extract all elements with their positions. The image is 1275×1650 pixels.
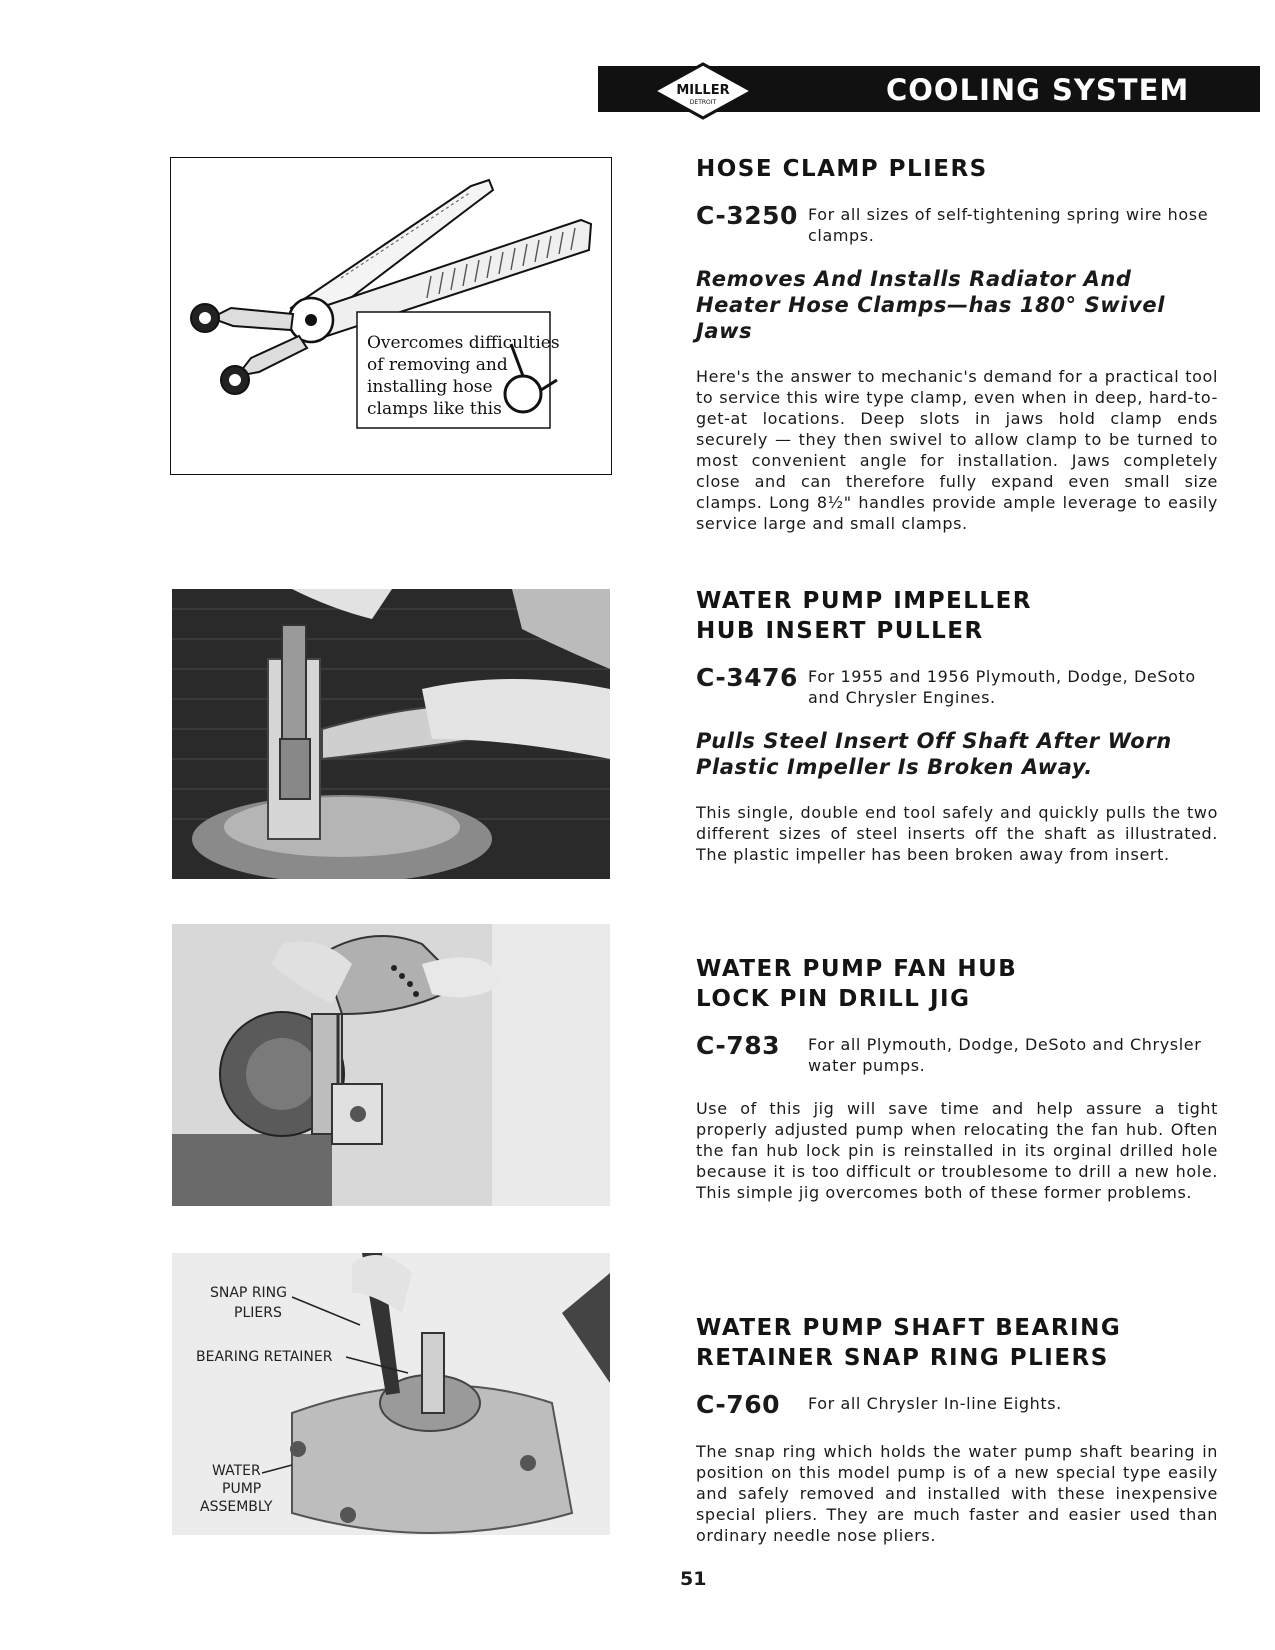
tagline: Pulls Steel Insert Off Shaft After Worn Plastic Impeller Is Broken Away. xyxy=(696,729,1172,779)
callout-line-4: clamps like this xyxy=(367,399,502,419)
callout-line-1: Overcomes difficulties xyxy=(367,333,560,353)
brand-city: DETROIT xyxy=(689,99,717,106)
section-drill-jig xyxy=(696,954,1218,1203)
section-heading xyxy=(696,1313,1218,1373)
label-water: WATER xyxy=(212,1463,261,1479)
label-pump: PUMP xyxy=(222,1481,262,1497)
section-title-line: WATER PUMP FAN HUB xyxy=(696,956,1018,982)
tagline: Removes And Installs Radiator And Heater Hose Clamps—has 180° Swivel Jaws xyxy=(696,267,1166,343)
label-assembly: ASSEMBLY xyxy=(200,1499,273,1515)
body-text: This single, double end tool safely and quickly pulls the two different sizes of steel inserts off the shaft as illustrated. The plastic impeller has been broken away from insert. xyxy=(696,803,1218,864)
label-bearing-retainer: BEARING RETAINER xyxy=(196,1349,333,1365)
section-heading xyxy=(696,586,1218,646)
label-pliers: PLIERS xyxy=(234,1305,282,1321)
section-title: COOLING SYSTEM xyxy=(886,73,1190,107)
part-description: For all Chrysler In-line Eights. xyxy=(808,1394,1062,1413)
part-description: For all sizes of self-tightening spring wire hose clamps. xyxy=(808,205,1209,245)
section-title-line: RETAINER SNAP RING PLIERS xyxy=(696,1345,1109,1371)
section-hose-clamp-pliers xyxy=(696,154,1218,534)
section-title-line: WATER PUMP IMPELLER xyxy=(696,588,1033,614)
section-impeller-hub-puller xyxy=(696,586,1218,865)
section-title-line: HOSE CLAMP PLIERS xyxy=(696,156,988,182)
callout-line-2: of removing and xyxy=(367,355,508,375)
section-snap-ring-pliers xyxy=(696,1313,1218,1546)
miller-logo xyxy=(612,58,794,124)
photo-impeller-puller xyxy=(172,589,610,879)
part-description: For all Plymouth, Dodge, DeSoto and Chrysler water pumps. xyxy=(808,1035,1202,1075)
section-heading xyxy=(696,154,1218,184)
callout-line-3: installing hose xyxy=(367,377,493,397)
body-text: Use of this jig will save time and help assure a tight properly adjusted pump when relocating the fan hub. Often the fan hub lock pin is reinstalled in its orginal drilled hole because it is too difficult or troublesome to drill a new hole. This simple jig overcomes both of these former problems. xyxy=(696,1099,1218,1202)
body-text: The snap ring which holds the water pump shaft bearing in position on this model pump is of a new special type easily and safely removed and installed with these inexpensive special pliers. They are much faster and easier used than ordinary needle nose pliers. xyxy=(696,1442,1218,1545)
part-number: C-760 xyxy=(696,1390,780,1419)
section-heading xyxy=(696,954,1218,1014)
photo-snap-ring-pliers xyxy=(172,1253,610,1535)
part-number: C-3250 xyxy=(696,201,798,230)
figure-hose-clamp-pliers xyxy=(170,157,612,475)
page-number: 51 xyxy=(680,1568,707,1590)
label-snap-ring: SNAP RING xyxy=(210,1285,288,1301)
section-title-line: HUB INSERT PULLER xyxy=(696,618,984,644)
body-text: Here's the answer to mechanic's demand for a practical tool to service this wire type clamp, even when in deep, hard-to-get-at locations. Deep slots in jaws hold clamp ends securely — they then swivel to allow clamp to be turned to most convenient angle for installation. Jaws completely close and can therefore fully expand even small size clamps. Long 8½" handles provide ample leverage to easily service large and small clamps. xyxy=(696,367,1218,533)
part-number: C-3476 xyxy=(696,663,798,692)
section-title-line: LOCK PIN DRILL JIG xyxy=(696,986,971,1012)
brand-name: MILLER xyxy=(676,83,730,98)
photo-drill-jig xyxy=(172,924,610,1206)
part-number: C-783 xyxy=(696,1031,780,1060)
part-description: For 1955 and 1956 Plymouth, Dodge, DeSoto and Chrysler Engines. xyxy=(808,667,1196,707)
section-title-line: WATER PUMP SHAFT BEARING xyxy=(696,1315,1122,1341)
